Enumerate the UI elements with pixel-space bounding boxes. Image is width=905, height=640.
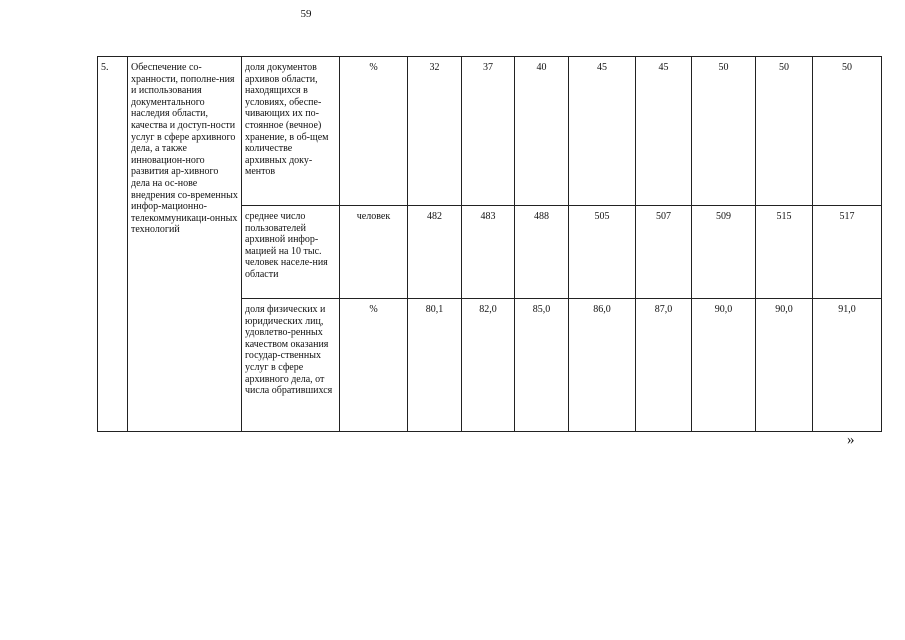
- value-cell: 50: [692, 57, 756, 206]
- indicator-unit: %: [340, 299, 408, 432]
- value-cell: 50: [813, 57, 882, 206]
- value-cell: 82,0: [462, 299, 515, 432]
- value-cell: 483: [462, 206, 515, 299]
- indicators-table: [97, 56, 882, 432]
- value-cell: 45: [636, 57, 692, 206]
- value-cell: 515: [756, 206, 813, 299]
- indicator-name: доля документов архивов области, находящихся в условиях, обеспе-чивающих их по-стоянное (вечное) хранение, в об-щем количестве архивных доку-ментов: [242, 57, 340, 206]
- value-cell: 517: [813, 206, 882, 299]
- value-cell: 482: [408, 206, 462, 299]
- value-cell: 509: [692, 206, 756, 299]
- value-cell: 32: [408, 57, 462, 206]
- value-cell: 488: [515, 206, 569, 299]
- indicator-unit: человек: [340, 206, 408, 299]
- value-cell: 505: [569, 206, 636, 299]
- goal-cell: Обеспечение со-хранности, пополне-ния и использования документального наследия области, качества и доступ-ности услуг в сфере архивного дела, а также инновацион-ного развития ар-хивного дела на ос-нове внедрения со-временных инфор-мационно-телекоммуникаци-онных технологий: [128, 57, 242, 432]
- value-cell: 507: [636, 206, 692, 299]
- page-number: 59: [300, 8, 312, 20]
- value-cell: 90,0: [756, 299, 813, 432]
- indicator-name: среднее число пользователей архивной инфор-мацией на 10 тыс. человек населе-ния области: [242, 206, 340, 299]
- value-cell: 37: [462, 57, 515, 206]
- table-row: [98, 57, 882, 206]
- value-cell: 40: [515, 57, 569, 206]
- row-number: 5.: [98, 57, 128, 432]
- closing-quote: »: [847, 432, 855, 448]
- value-cell: 85,0: [515, 299, 569, 432]
- value-cell: 50: [756, 57, 813, 206]
- indicator-name: доля физических и юридических лиц, удовлетво-ренных качеством оказания государ-ственных услуг в сфере архивного дела, от числа обратившихся: [242, 299, 340, 432]
- value-cell: 90,0: [692, 299, 756, 432]
- value-cell: 45: [569, 57, 636, 206]
- value-cell: 80,1: [408, 299, 462, 432]
- indicator-unit: %: [340, 57, 408, 206]
- value-cell: 86,0: [569, 299, 636, 432]
- value-cell: 87,0: [636, 299, 692, 432]
- value-cell: 91,0: [813, 299, 882, 432]
